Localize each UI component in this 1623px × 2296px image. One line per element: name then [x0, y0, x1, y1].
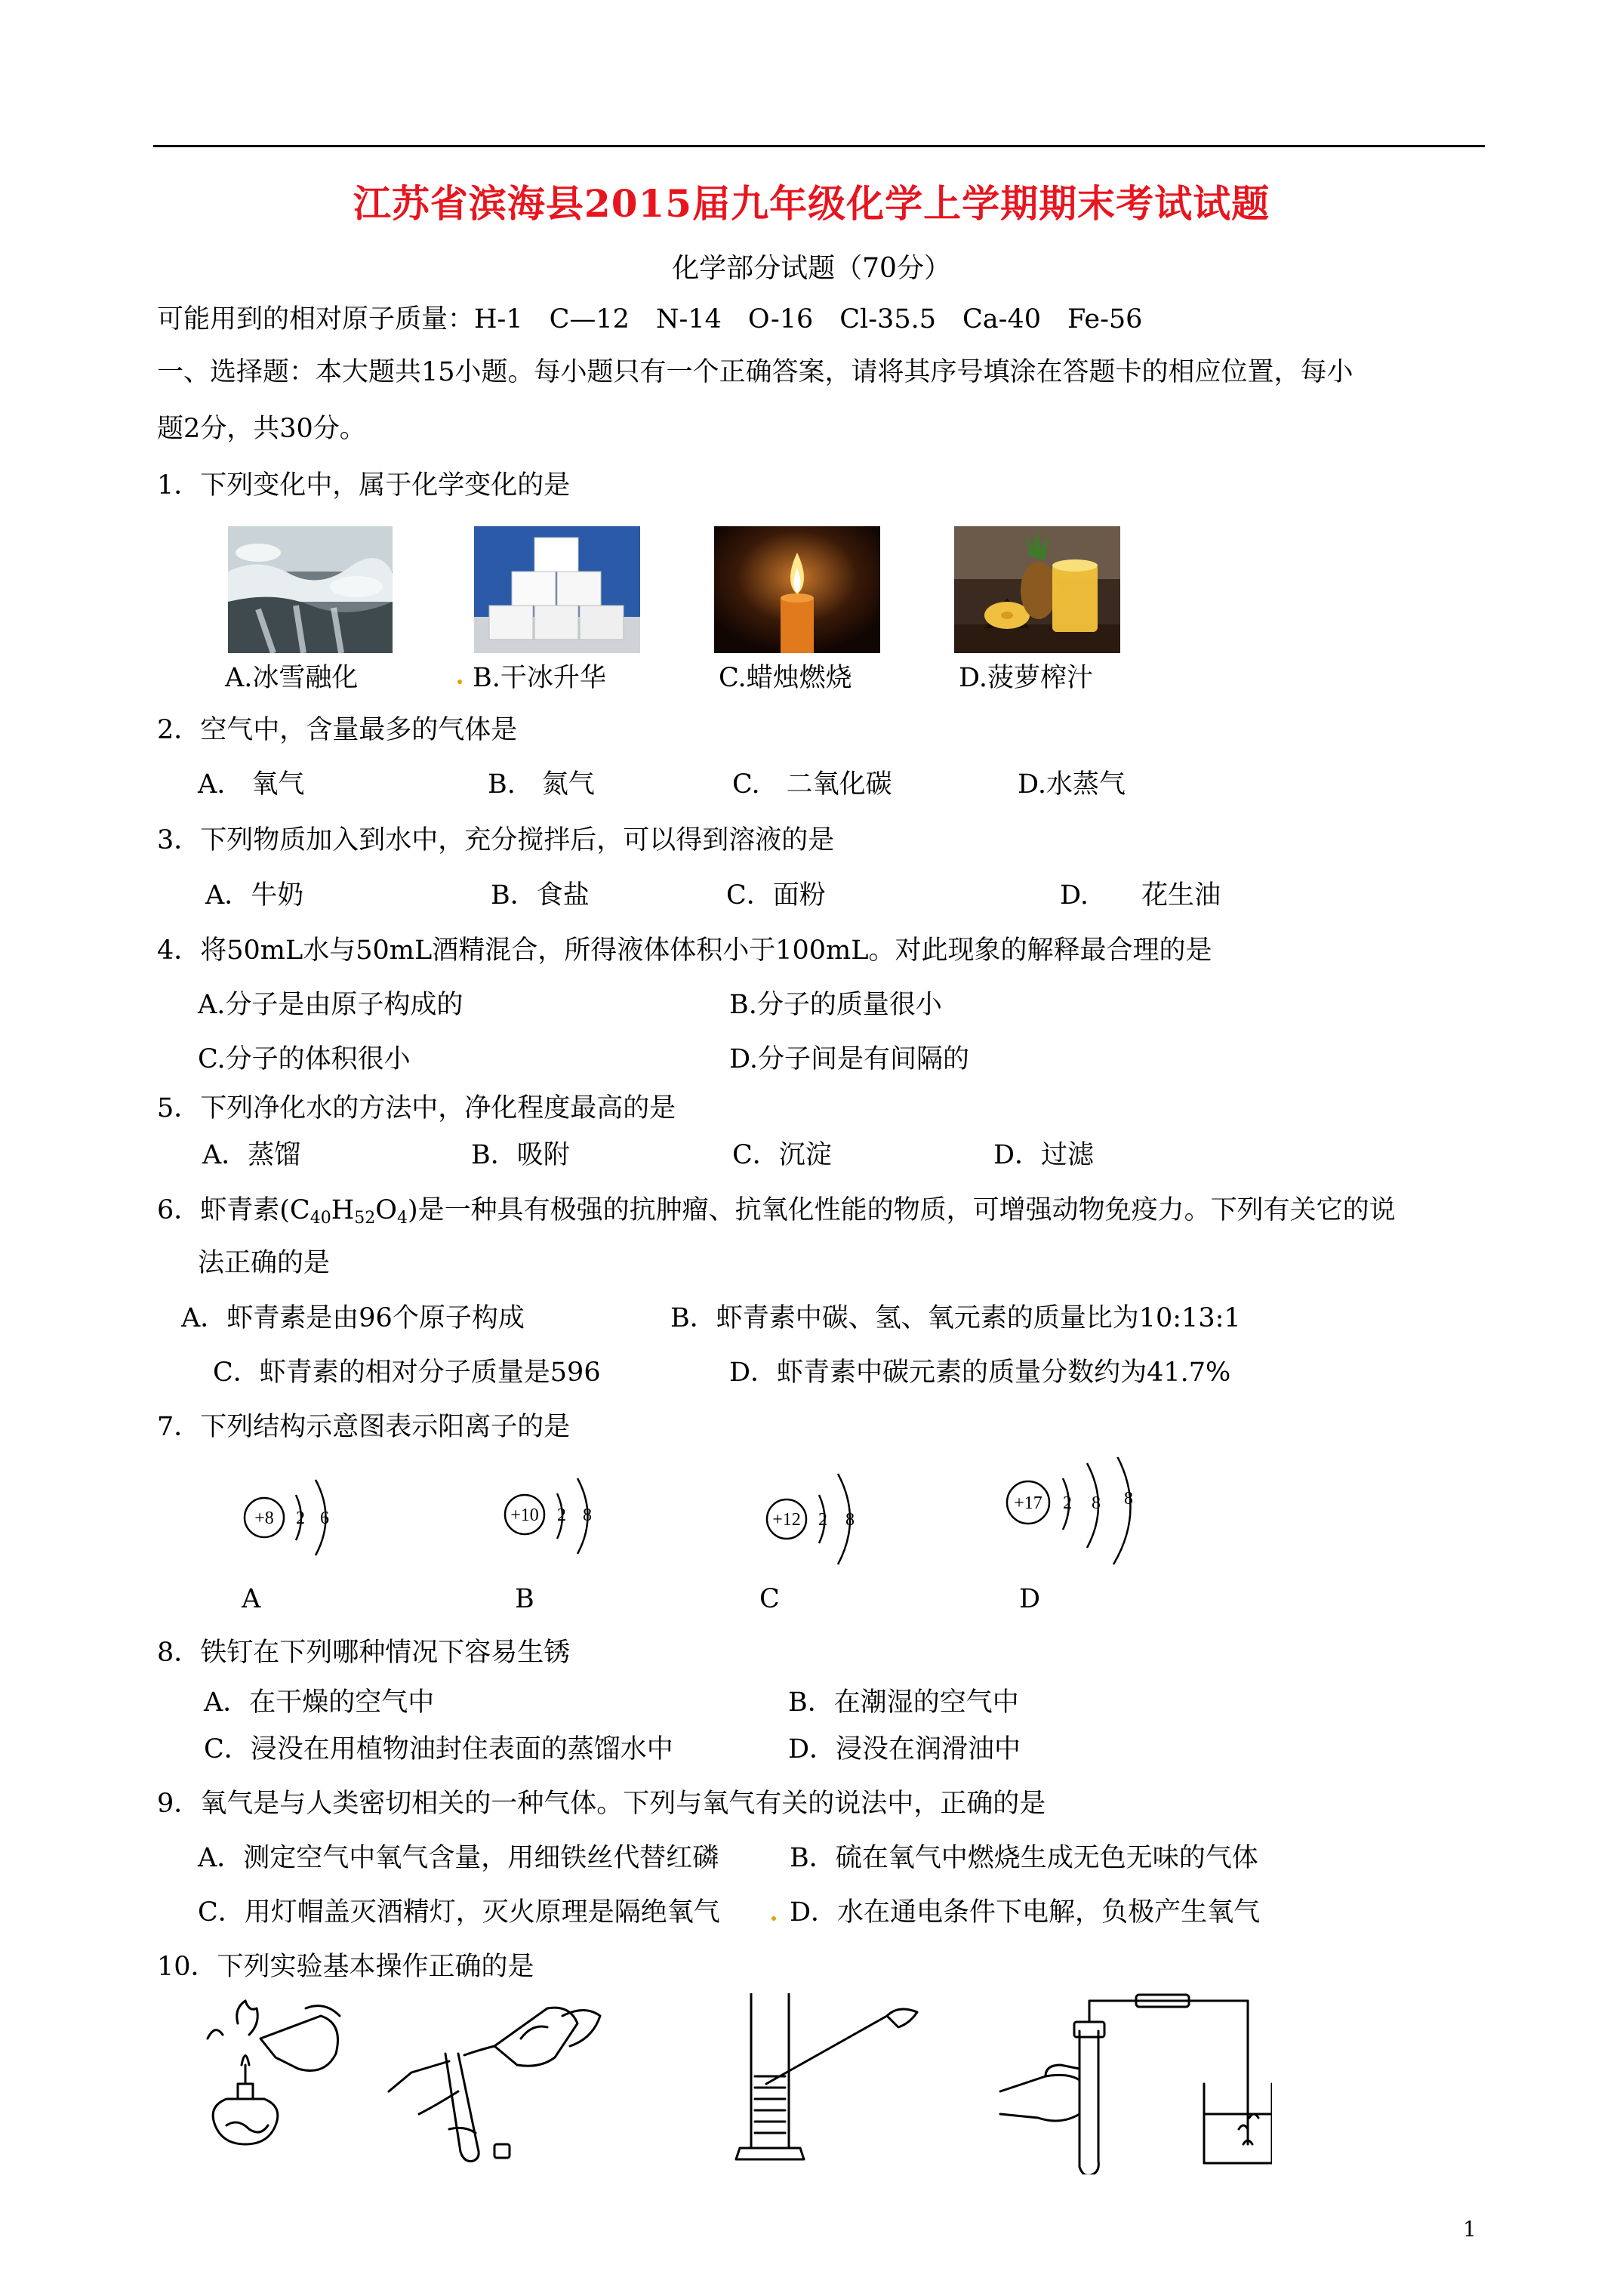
q10-stem: 10．下列实验基本操作正确的是 [157, 1952, 534, 1982]
q9-option-a: A．测定空气中氧气含量，用细铁丝代替红磷 [198, 1843, 719, 1873]
q2-option-c: C. 二氧化碳 [732, 769, 892, 800]
svg-text:8: 8 [583, 1505, 592, 1525]
q1-option-d: D.菠萝榨汁 [959, 663, 1093, 693]
svg-text:6: 6 [320, 1509, 329, 1528]
q4-stem: 4．将50mL水与50mL酒精混合，所得液体体积小于100mL。对此现象的解释最合理的是 [157, 935, 1212, 966]
q9-option-d: D．水在通电条件下电解，负极产生氧气 [790, 1897, 1261, 1928]
q3-option-b: B．食盐 [491, 880, 590, 911]
q2-stem: 2．空气中，含量最多的气体是 [157, 715, 518, 745]
q5-option-c: C．沉淀 [732, 1140, 832, 1170]
candle-photo [714, 526, 880, 653]
svg-text:2: 2 [818, 1510, 827, 1530]
svg-text:8: 8 [1092, 1493, 1101, 1513]
stray-dot [771, 1916, 776, 1921]
airtightness-check-illustration [1000, 1995, 1272, 2174]
graduated-cylinder-illustration [736, 1993, 917, 2159]
pouring-liquid-illustration [389, 2008, 600, 2161]
q6-subscript: 40 [310, 1209, 331, 1228]
q4-option-a: A.分子是由原子构成的 [198, 990, 463, 1020]
diagram-d [1007, 1457, 1133, 1564]
q6-subscript: 52 [354, 1209, 376, 1228]
q6-subscript: 4 [396, 1209, 408, 1228]
q4-option-b: B.分子的质量很小 [729, 990, 942, 1020]
diagram-c [767, 1474, 855, 1564]
ice-snow-photo [228, 526, 393, 653]
dry-ice-photo [474, 526, 640, 653]
lab-operations-illustrations [192, 1993, 1272, 2174]
q9-option-b: B．硫在氧气中燃烧生成无色无味的气体 [790, 1843, 1258, 1873]
q5-option-a: A．蒸馏 [202, 1140, 301, 1170]
page-title: 江苏省滨海县2015届九年级化学上学期期末考试试题 [353, 181, 1270, 226]
section1-heading: 一、选择题：本大题共15小题。每小题只有一个正确答案，请将其序号填涂在答题卡的相应位置，每小 [157, 357, 1354, 387]
svg-text:2: 2 [296, 1509, 305, 1528]
q1-option-b: B.干冰升华 [473, 663, 606, 693]
q5-option-b: B．吸附 [471, 1140, 570, 1170]
q6-stem-cont: 法正确的是 [198, 1248, 331, 1278]
q6-option-a: A．虾青素是由96个原子构成 [181, 1303, 525, 1333]
q7-label-b: B [515, 1584, 534, 1614]
q6-option-b: B．虾青素中碳、氢、氧元素的质量比为10:13:1 [670, 1303, 1241, 1333]
q4-option-c: C.分子的体积很小 [198, 1044, 411, 1074]
q1-option-c: C.蜡烛燃烧 [719, 663, 852, 693]
q2-option-a: A. 氧气 [198, 769, 305, 800]
q7-label-d: D [1019, 1584, 1041, 1614]
q3-option-d: D. 花生油 [1060, 880, 1221, 911]
diagram-a [245, 1480, 329, 1555]
q8-option-a: A．在干燥的空气中 [204, 1687, 435, 1718]
svg-text:8: 8 [845, 1510, 855, 1530]
q3-option-c: C．面粉 [726, 880, 826, 911]
q3-stem: 3．下列物质加入到水中，充分搅拌后，可以得到溶液的是 [157, 825, 835, 855]
q6-stem-part: H [331, 1195, 355, 1225]
q6-stem-part: 6．虾青素(C [157, 1195, 310, 1225]
diagram-b [505, 1478, 592, 1554]
q5-stem: 5．下列净化水的方法中，净化程度最高的是 [157, 1093, 676, 1123]
page-number: 1 [1463, 2217, 1477, 2242]
svg-text:2: 2 [557, 1505, 566, 1525]
svg-text:+10: +10 [510, 1505, 539, 1525]
pineapple-juice-photo [954, 526, 1120, 653]
q2-option-b: B. 氮气 [488, 769, 595, 800]
section1-heading-cont: 题2分，共30分。 [157, 414, 366, 444]
q8-option-b: B．在潮湿的空气中 [788, 1687, 1019, 1718]
q6-stem-part: O [375, 1195, 397, 1225]
q7-label-a: A [242, 1584, 261, 1614]
q9-option-c: C．用灯帽盖灭酒精灯，灭火原理是隔绝氧气 [198, 1897, 720, 1928]
q1-option-a: A.冰雪融化 [225, 663, 359, 693]
q6-option-c: C．虾青素的相对分子质量是596 [213, 1358, 601, 1388]
q7-label-c: C [759, 1584, 780, 1614]
q8-stem: 8．铁钉在下列哪种情况下容易生锈 [157, 1638, 571, 1668]
q6-stem-part: )是一种具有极强的抗肿瘤、抗氧化性能的物质，可增强动物免疫力。下列有关它的说 [407, 1195, 1396, 1225]
svg-text:8: 8 [1124, 1489, 1133, 1509]
q6-option-d: D．虾青素中碳元素的质量分数约为41.7% [729, 1358, 1231, 1388]
svg-text:+12: +12 [772, 1510, 801, 1530]
header-rule [153, 145, 1485, 147]
q2-option-d: D.水蒸气 [1018, 769, 1126, 800]
alcohol-lamp-illustration [208, 2001, 340, 2144]
q6-stem [157, 1193, 1396, 1236]
q4-option-d: D.分子间是有间隔的 [729, 1044, 969, 1074]
q1-stem: 1．下列变化中，属于化学变化的是 [157, 470, 571, 501]
q7-stem: 7．下列结构示意图表示阳离子的是 [157, 1412, 571, 1442]
q3-option-a: A．牛奶 [205, 880, 304, 911]
q8-option-d: D．浸没在润滑油中 [788, 1734, 1021, 1764]
q9-stem: 9．氧气是与人类密切相关的一种气体。下列与氧气有关的说法中，正确的是 [157, 1789, 1046, 1819]
svg-text:+17: +17 [1014, 1493, 1042, 1513]
svg-text:2: 2 [1063, 1493, 1072, 1513]
atomic-masses: 可能用到的相对原子质量：H-1 C—12 N-14 O-16 Cl-35.5 Ca-40 Fe-56 [157, 304, 1143, 334]
svg-text:+8: +8 [254, 1509, 274, 1528]
page-subtitle: 化学部分试题（70分） [672, 253, 951, 284]
q5-option-d: D．过滤 [993, 1140, 1095, 1170]
stray-dot [457, 680, 462, 684]
q8-option-c: C．浸没在用植物油封住表面的蒸馏水中 [204, 1734, 673, 1764]
